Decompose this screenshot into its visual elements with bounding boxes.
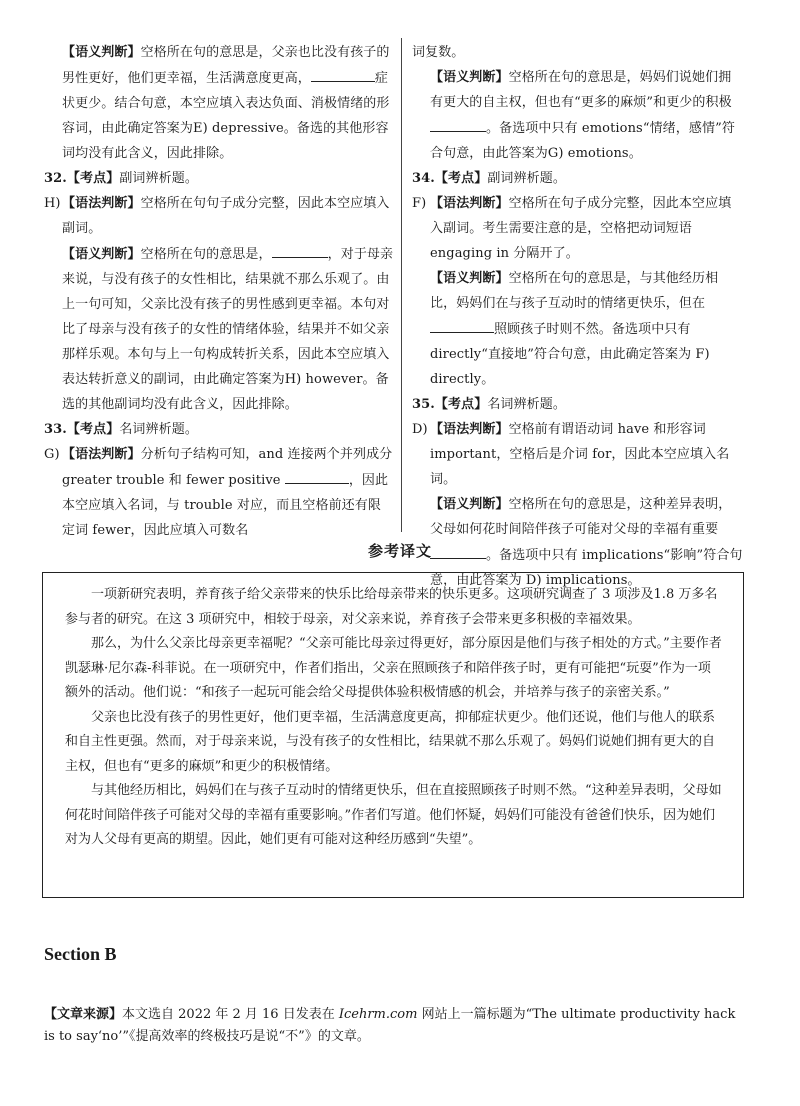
answer-letter: F) [412, 196, 427, 211]
semantic-analysis-31: 【语义判断】空格所在句的意思是，父亲也比没有孩子的男性更好，他们更幸福，生活满意度更高， 症状更少。结合句意，本空应填入表达负面、消极情绪的形容词，由此确定答案为E) depressive。备选的其他形容词均没有此含义，因此排除。 [62, 45, 390, 161]
grammar-analysis-32: H) 【语法判断】空格所在句句子成分完整，因此本空应填入副词。 [44, 191, 394, 241]
section-b-heading: Section B [44, 944, 117, 964]
semantic-analysis-33: 【语义判断】空格所在句的意思是，妈妈们说她们拥有更大的自主权，但也有“更多的麻烦”和更少的积极。备选项中只有 emotions“情绪，感情”符合句意，由此答案为G) emotions。 [430, 70, 735, 161]
answer-blank [272, 241, 328, 258]
answer-letter: D) [412, 422, 428, 437]
semantic-tag: 【语义判断】 [62, 45, 141, 60]
reference-translation-title: 参考译文 [367, 542, 432, 560]
translation-box [42, 572, 744, 898]
continuation-text: 词复数。 [412, 45, 465, 60]
semantic-analysis-32: 【语义判断】空格所在句的意思是， ，对于母亲来说，与没有孩子的女性相比，结果就不那么乐观了。由上一句可知，父亲比没有孩子的男性感到更幸福。本句对比了母亲与没有孩子的女性的情绪体验，结果并不如父亲那样乐观。本句与上一句构成转折关系，因此本空应填入表达转折意义的副词，由此确定答案为H) however。备选的其他副词均没有此含义，因此排除。 [44, 241, 394, 417]
semantic-analysis-35: 【语义判断】空格所在句的意思是，这种差异表明，父母如何花时间陪伴孩子可能对父母的幸福有重要。备选项中只有 implications“影响”符合句意，由此答案为 D) implications。 [430, 497, 743, 588]
translation-paragraph: 父亲也比没有孩子的男性更好，他们更幸福，生活满意度更高，抑郁症状更少。他们还说，他们与他人的联系和自主性更强。然而，对于母亲来说，与没有孩子的女性相比，结果就不那么乐观了。妈妈们说她们拥有更大的自主权，但也有“更多的麻烦”和更少的积极情绪。 [65, 709, 716, 774]
source-tag: 【文章来源】 [44, 1007, 123, 1022]
answer-blank [430, 316, 494, 333]
question-35-header: 35.【考点】名词辨析题。 [412, 397, 566, 412]
answer-blank [430, 115, 486, 132]
grammar-analysis-34: F) 【语法判断】空格所在句子成分完整，因此本空应填入副词。考生需要注意的是，空格把动词短语 engaging in 分隔开了。 [412, 191, 744, 266]
column-divider [401, 38, 402, 532]
translation-paragraph: 一项新研究表明，养育孩子给父亲带来的快乐比给母亲带来的快乐更多。这项研究调查了 3 项涉及1.8 万多名参与者的研究。在这 3 项研究中，相较于母亲，对父亲来说，养育孩子会带来更多积极的幸福效果。 [65, 587, 718, 627]
answer-letter: G) [44, 447, 60, 462]
answer-blank [311, 65, 375, 82]
source-website: Icehrm.com [338, 1007, 418, 1022]
question-32-header: 32.【考点】副词辨析题。 [44, 171, 198, 186]
grammar-analysis-33: G) 【语法判断】分析句子结构可知，and 连接两个并列成分 greater trouble 和 fewer positive ，因此本空应填入名词，与 trouble 对应，而且空格前还有限定词 fewer，因此应填入可数名 [44, 442, 394, 543]
answer-blank [285, 467, 349, 484]
translation-paragraph: 那么，为什么父亲比母亲更幸福呢？“父亲可能比母亲过得更好，部分原因是他们与孩子相处的方式。”主要作者凯瑟琳·尼尔森-科菲说。在一项研究中，作者们指出，父亲在照顾孩子和陪伴孩子时，更有可能把“玩耍”作为一项额外的活动。他们说：“和孩子一起玩可能会给父母提供体验积极情感的机会，并培养与孩子的亲密关系。” [65, 636, 722, 700]
question-33-header: 33.【考点】名词辨析题。 [44, 422, 198, 437]
semantic-analysis-34: 【语义判断】空格所在句的意思是，与其他经历相比，妈妈们在与孩子互动时的情绪更快乐，但在照顾孩子时则不然。备选项中只有 directly“直接地”符合句意，由此确定答案为 F) directly。 [430, 271, 719, 387]
grammar-analysis-35: D) 【语法判断】空格前有谓语动词 have 和形容词 important，空格后是介词 for，因此本空应填入名词。 [412, 417, 744, 492]
left-column [44, 40, 394, 543]
article-source: 【文章来源】本文选自 2022 年 2 月 16 日发表在 Icehrm.com 网站上一篇标题为“The ultimate productivity hack is to say‘no’”《提高效率的终极技巧是说“不”》的文章。 [44, 1007, 736, 1044]
answer-letter: H) [44, 196, 61, 211]
right-column [412, 40, 744, 593]
question-34-header: 34.【考点】副词辨析题。 [412, 171, 566, 186]
translation-paragraph: 与其他经历相比，妈妈们在与孩子互动时的情绪更快乐，但在直接照顾孩子时则不然。“这种差异表明，父母如何花时间陪伴孩子可能对父母的幸福有重要影响。”作者们写道。他们怀疑，妈妈们可能没有爸爸们快乐，因为她们对为人父母有更高的期望。因此，她们更有可能对这种经历感到“失望”。 [65, 783, 722, 847]
